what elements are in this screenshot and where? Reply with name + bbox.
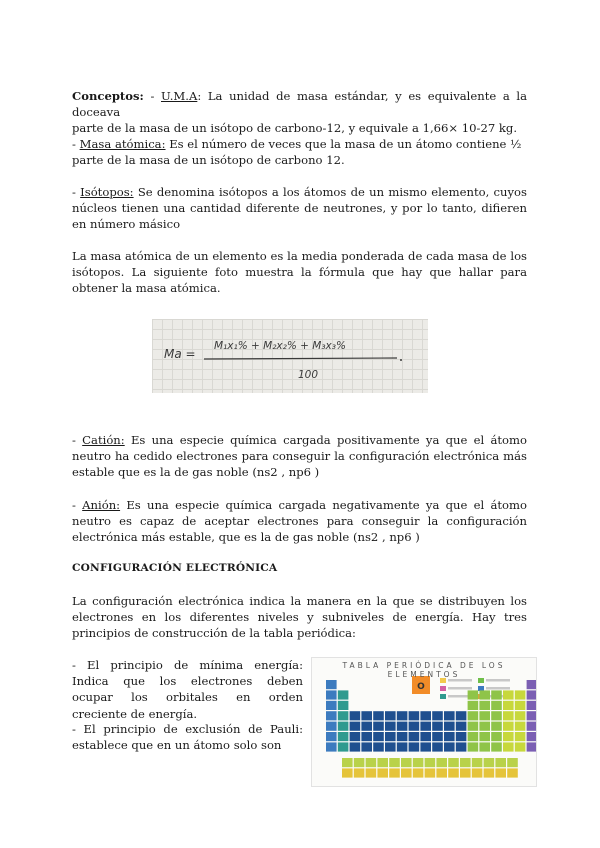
element-cell (503, 742, 514, 751)
element-cell (373, 732, 384, 741)
f-block-cell (366, 758, 377, 767)
f-block-cell (448, 768, 459, 777)
element-cell (479, 711, 490, 720)
element-cell (456, 732, 467, 741)
element-cell (373, 722, 384, 731)
f-block-cell (425, 768, 436, 777)
f-block-cell (507, 768, 518, 777)
legend-text-line (486, 687, 510, 690)
anion-term: Anión: (82, 498, 121, 512)
masa-promedio-paragraph: La masa atómica de un elemento es la media ponderada de cada masa de los isótopos. La siguiente foto muestra la fórmula que hay que hallar para obtener la masa atómica. (72, 249, 527, 296)
element-cell (527, 701, 536, 710)
element-cell (385, 732, 396, 741)
element-cell (527, 680, 536, 689)
f-block-cell (401, 758, 412, 767)
f-block-cell (354, 768, 365, 777)
f-block-cell (460, 758, 471, 767)
element-cell (479, 701, 490, 710)
periodic-table-title: TABLA PERIÓDICA DE LOS ELEMENTOS (342, 661, 506, 679)
element-cell (338, 722, 349, 731)
f-block-cell (389, 758, 400, 767)
element-cell (338, 742, 349, 751)
principio-minima-energia: - El principio de mínima energía: Indica que los electrones deben ocupar los orbitales en orden creciente de energía. (72, 658, 303, 721)
element-cell (503, 732, 514, 741)
conceptos-label: Conceptos: (72, 89, 144, 103)
element-cell (350, 742, 361, 751)
uma-term: U.M.A (161, 89, 198, 103)
element-cell (456, 711, 467, 720)
cation-text: Es una especie química cargada positivamente ya que el átomo neutro ha cedido electrones para conseguir la configuración electrónica más estable que es la de gas noble (ns2 , np6 ) (72, 433, 527, 480)
element-cell (326, 711, 337, 720)
element-cell (468, 711, 479, 720)
element-cell (515, 722, 526, 731)
f-block-cell (366, 768, 377, 777)
f-block-cell (472, 768, 483, 777)
legend-swatch (478, 686, 484, 691)
f-block-cell (460, 768, 471, 777)
element-cell (385, 742, 396, 751)
f-block-cell (377, 758, 388, 767)
f-block-cell (377, 768, 388, 777)
cation-term: Catión: (82, 433, 125, 447)
element-cell (515, 690, 526, 699)
f-block-cell (425, 758, 436, 767)
element-cell (338, 711, 349, 720)
featured-element-symbol: O (417, 682, 425, 692)
isotopos-paragraph (72, 184, 527, 233)
masa-atomica-line2: parte de la masa de un isótopo de carbono 12. (72, 153, 345, 168)
element-cell (468, 722, 479, 731)
element-cell (361, 732, 372, 741)
anion-dash: - (72, 498, 83, 512)
formula-numerator: M₁x₁% + M₂x₂% + M₃x₃% (214, 340, 346, 352)
element-cell (479, 732, 490, 741)
element-cell (326, 732, 337, 741)
element-cell (491, 722, 502, 731)
f-block-cell (436, 758, 447, 767)
element-cell (515, 742, 526, 751)
f-block-cell (413, 758, 424, 767)
cation-dash: - (72, 433, 83, 447)
f-block-cell (507, 758, 518, 767)
element-cell (432, 742, 443, 751)
legend-swatch (440, 694, 446, 699)
f-block-cell (354, 758, 365, 767)
element-cell (527, 732, 536, 741)
configuracion-intro: La configuración electrónica indica la manera en la que se distribuyen los electrones en los diferentes niveles y subniveles de energía. Hay tres principios de construcción de la tabla periódica: (72, 594, 527, 641)
element-cell (385, 722, 396, 731)
anion-text: Es una especie química cargada negativamente ya que el átomo neutro es capaz de aceptar electrones para conseguir la configuración electrónica más estable, que es la de gas noble (ns2 , np6 ) (72, 498, 527, 545)
f-block-cell (495, 758, 506, 767)
element-cell (409, 711, 420, 720)
conceptos-paragraph (72, 88, 527, 137)
element-cell (373, 711, 384, 720)
element-cell (444, 722, 455, 731)
anion-paragraph (72, 497, 527, 546)
element-cell (479, 722, 490, 731)
element-cell (350, 711, 361, 720)
f-block-cell (413, 768, 424, 777)
element-cell (326, 722, 337, 731)
element-cell (420, 742, 431, 751)
element-cell (479, 690, 490, 699)
f-block-cell (342, 758, 353, 767)
element-cell (503, 690, 514, 699)
f-block-cell (436, 768, 447, 777)
element-cell (456, 722, 467, 731)
formula-dot (400, 359, 402, 361)
element-cell (420, 732, 431, 741)
masa-atomica-term: Masa atómica: (79, 137, 166, 151)
element-cell (491, 690, 502, 699)
element-cell (444, 742, 455, 751)
element-cell (409, 732, 420, 741)
cation-paragraph (72, 432, 527, 481)
uma-line2: parte de la masa de un isótopo de carbono-12, y equivale a 1,66× 10-27 kg. (72, 121, 518, 136)
element-cell (503, 711, 514, 720)
f-block-cell (342, 768, 353, 777)
element-cell (420, 711, 431, 720)
element-cell (397, 732, 408, 741)
element-cell (491, 742, 502, 751)
f-block-cell (401, 768, 412, 777)
element-cell (326, 742, 337, 751)
element-cell (468, 701, 479, 710)
masa-atomica-line1: Es el número de veces que la masa de un átomo contiene ½ (165, 137, 522, 151)
element-cell (468, 690, 479, 699)
element-cell (326, 701, 337, 710)
element-cell (432, 732, 443, 741)
legend-text-line (448, 679, 472, 682)
element-cell (468, 732, 479, 741)
element-cell (527, 690, 536, 699)
masa-atomica-dash: - (72, 137, 80, 151)
element-cell (515, 701, 526, 710)
element-cell (444, 732, 455, 741)
element-cell (361, 722, 372, 731)
element-cell (432, 722, 443, 731)
isotopos-text: Se denomina isótopos a los átomos de un mismo elemento, cuyos núcleos tienen una cantidad diferente de neutrones, y por lo tanto, difieren en número másico (72, 185, 527, 232)
masa-atomica-paragraph (72, 136, 527, 168)
element-cell (326, 690, 337, 699)
element-cell (515, 732, 526, 741)
isotopos-dash: - (72, 185, 81, 199)
legend-swatch (440, 686, 446, 691)
element-cell (361, 711, 372, 720)
element-cell (385, 711, 396, 720)
configuracion-heading: CONFIGURACIÓN ELECTRÓNICA (72, 562, 278, 574)
isotopos-term: Isótopos: (80, 185, 134, 199)
periodic-table-image (311, 657, 537, 787)
element-cell (527, 711, 536, 720)
element-cell (409, 742, 420, 751)
f-block-cell (389, 768, 400, 777)
element-cell (456, 742, 467, 751)
element-cell (491, 711, 502, 720)
conceptos-dash: - (143, 89, 161, 103)
element-cell (350, 722, 361, 731)
f-block-cell (448, 758, 459, 767)
element-cell (350, 732, 361, 741)
f-block-cell (495, 768, 506, 777)
element-cell (409, 722, 420, 731)
element-cell (527, 722, 536, 731)
element-cell (373, 742, 384, 751)
legend-text-line (448, 687, 472, 690)
element-cell (503, 701, 514, 710)
f-block-cell (484, 758, 495, 767)
element-cell (468, 742, 479, 751)
element-cell (503, 722, 514, 731)
element-cell (338, 690, 349, 699)
element-cell (515, 711, 526, 720)
element-cell (397, 711, 408, 720)
f-block-cell (472, 758, 483, 767)
element-cell (397, 742, 408, 751)
formula-image (152, 319, 428, 393)
fraction-bar (204, 358, 397, 359)
formula-drawing (152, 319, 428, 393)
element-cell (338, 701, 349, 710)
element-cell (491, 701, 502, 710)
element-cell (527, 742, 536, 751)
element-cell (397, 722, 408, 731)
uma-line1: : La unidad de masa estándar, y es equivalente a la doceava (72, 89, 527, 120)
formula-denominator: 100 (298, 369, 319, 381)
formula-lhs: Ma = (164, 347, 196, 361)
element-cell (479, 742, 490, 751)
element-cell (491, 732, 502, 741)
element-cell (338, 732, 349, 741)
element-cell (326, 680, 337, 689)
element-cell (420, 722, 431, 731)
legend-text-line (486, 679, 510, 682)
element-cell (361, 742, 372, 751)
element-cell (432, 711, 443, 720)
element-cell (444, 711, 455, 720)
f-block-cell (484, 768, 495, 777)
principio-pauli: - El principio de exclusión de Pauli: establece que en un átomo solo son (72, 722, 303, 753)
